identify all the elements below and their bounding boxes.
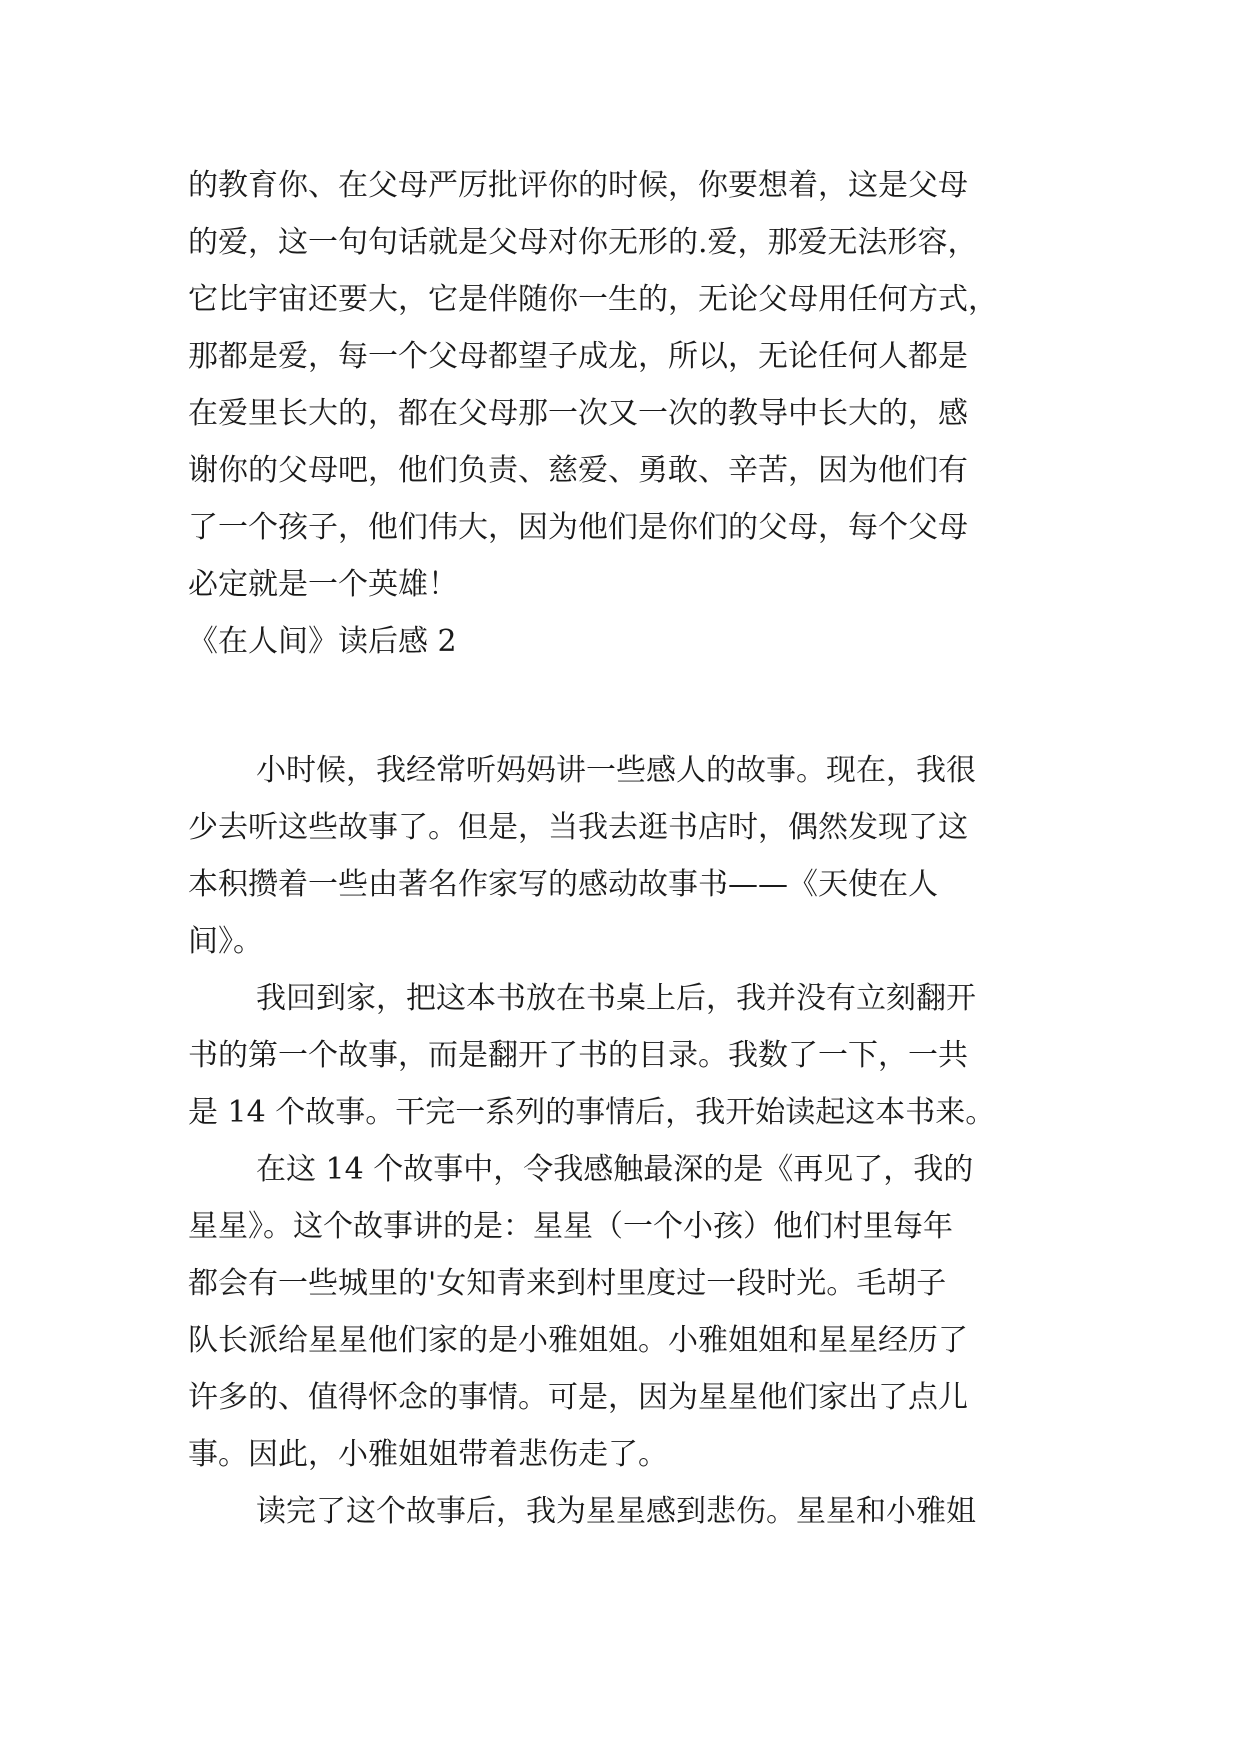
paragraph-line: 读完了这个故事后，我为星星感到悲伤。星星和小雅姐	[256, 1494, 976, 1529]
section-heading: 《在人间》读后感 2	[188, 624, 457, 659]
paragraph-line: 事。因此，小雅姐姐带着悲伤走了。	[188, 1437, 668, 1472]
paragraph-line: 谢你的父母吧，他们负责、慈爱、勇敢、辛苦，因为他们有	[188, 453, 968, 488]
paragraph-line: 我回到家，把这本书放在书桌上后，我并没有立刻翻开	[256, 981, 976, 1016]
paragraph-line: 许多的、值得怀念的事情。可是，因为星星他们家出了点儿	[188, 1380, 968, 1415]
paragraph-line: 星星》。这个故事讲的是：星星（一个小孩）他们村里每年	[188, 1209, 953, 1244]
paragraph-line: 都会有一些城里的'女知青来到村里度过一段时光。毛胡子	[188, 1266, 947, 1301]
paragraph-line: 在爱里长大的，都在父母那一次又一次的教导中长大的，感	[188, 396, 968, 431]
paragraph-line: 必定就是一个英雄！	[188, 567, 458, 602]
paragraph-line: 它比宇宙还要大，它是伴随你一生的，无论父母用任何方式，	[188, 282, 998, 317]
paragraph-line: 少去听这些故事了。但是，当我去逛书店时，偶然发现了这	[188, 810, 968, 845]
paragraph-line: 间》。	[188, 924, 263, 959]
paragraph-line: 小时候，我经常听妈妈讲一些感人的故事。现在，我很	[256, 753, 976, 788]
paragraph-line: 书的第一个故事，而是翻开了书的目录。我数了一下，一共	[188, 1038, 968, 1073]
paragraph-line: 了一个孩子，他们伟大，因为他们是你们的父母，每个父母	[188, 510, 968, 545]
paragraph-line: 队长派给星星他们家的是小雅姐姐。小雅姐姐和星星经历了	[188, 1323, 968, 1358]
paragraph-line: 本积攒着一些由著名作家写的感动故事书——《天使在人	[188, 867, 938, 902]
paragraph-line: 是 14 个故事。干完一系列的事情后，我开始读起这本书来。	[188, 1095, 996, 1130]
paragraph-line: 那都是爱，每一个父母都望子成龙，所以，无论任何人都是	[188, 339, 968, 374]
paragraph-line: 的教育你、在父母严厉批评你的时候，你要想着，这是父母	[188, 168, 968, 203]
paragraph-line: 的爱，这一句句话就是父母对你无形的.爱，那爱无法形容，	[188, 225, 978, 260]
paragraph-line: 在这 14 个故事中，令我感触最深的是《再见了，我的	[256, 1152, 974, 1187]
